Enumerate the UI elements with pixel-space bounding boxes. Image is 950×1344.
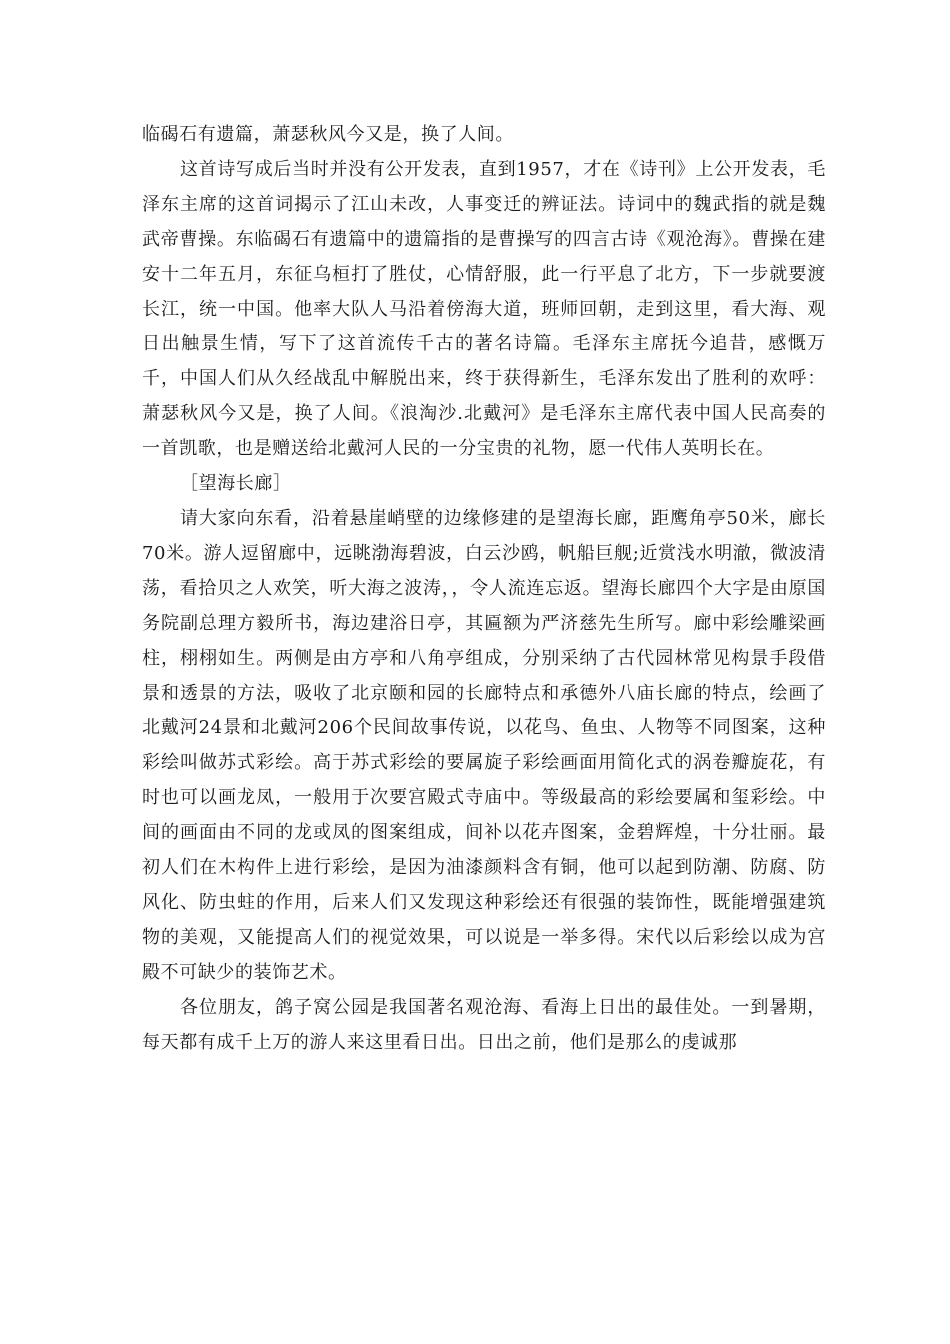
paragraph-poem-line: 临碣石有遗篇，萧瑟秋风今又是，换了人间。 (142, 124, 514, 145)
paragraph-wanghai-corridor: 请大家向东看，沿着悬崖峭壁的边缘修建的是望海长廊，距鹰角亭50米，廊长70米。游人逗留廊中，远眺渤海碧波，白云沙鸥，帆船巨舰;近赏浅水明澈，微波清荡，看拾贝之人欢笑，听大海之波涛，，令人流连忘返。望海长廊四个大字是由原国务院副总理方毅所书，海边建浴日亭，其匾额为严济慈先生所写。廊中彩绘雕梁画柱，栩栩如生。两侧是由方亭和八角亭组成，分别采纳了古代园林常见构景手段借景和透景的方法，吸收了北京颐和园的长廊特点和承德外八庙长廊的特点，绘画了北戴河24景和北戴河206个民间故事传说，以花鸟、鱼虫、人物等不同图案，这种彩绘叫做苏式彩绘。高于苏式彩绘的要属旋子彩绘画面用简化式的涡卷瓣旋花，有时也可以画龙凤，一般用于次要宫殿式寺庙中。等级最高的彩绘要属和玺彩绘。中间的画面由不同的龙或凤的图案组成，间补以花卉图案，金碧辉煌，十分壮丽。最初人们在木构件上进行彩绘，是因为油漆颜料含有铜，他可以起到防潮、防腐、防风化、防虫蛀的作用，后来人们又发现这种彩绘还有很强的装饰性，既能增强建筑物的美观，又能提高人们的视觉效果，可以说是一举多得。宋代以后彩绘以成为宫殿不可缺少的装饰艺术。 (142, 507, 826, 983)
paragraph-pigeon-nest-park: 各位朋友，鸽子窝公园是我国著名观沧海、看海上日出的最佳处。一到暑期，每天都有成千上万的游人来这里看日出。日出之前，他们是那么的虔诚那 (142, 996, 826, 1053)
document-body (142, 118, 826, 1060)
paragraph-poem-commentary: 这首诗写成后当时并没有公开发表，直到1957，才在《诗刊》上公开发表，毛泽东主席的这首词揭示了江山未改，人事变迁的辨证法。诗词中的魏武指的就是魏武帝曹操。东临碣石有遗篇中的遗篇指的是曹操写的四言古诗《观沧海》。曹操在建安十二年五月，东征乌桓打了胜仗，心情舒服，此一行平息了北方，下一步就要渡长江，统一中国。他率大队人马沿着傍海大道，班师回朝，走到这里，看大海、观日出触景生情，写下了这首流传千古的著名诗篇。毛泽东主席抚今追昔，感慨万千，中国人们从久经战乱中解脱出来，终于获得新生，毛泽东发出了胜利的欢呼：萧瑟秋风今又是，换了人间。《浪淘沙.北戴河》是毛泽东主席代表中国人民高奏的一首凯歌，也是赠送给北戴河人民的一分宝贵的礼物，愿一代伟人英明长在。 (142, 158, 826, 460)
section-heading-wanghai-corridor: ［望海长廊］ (180, 473, 292, 495)
